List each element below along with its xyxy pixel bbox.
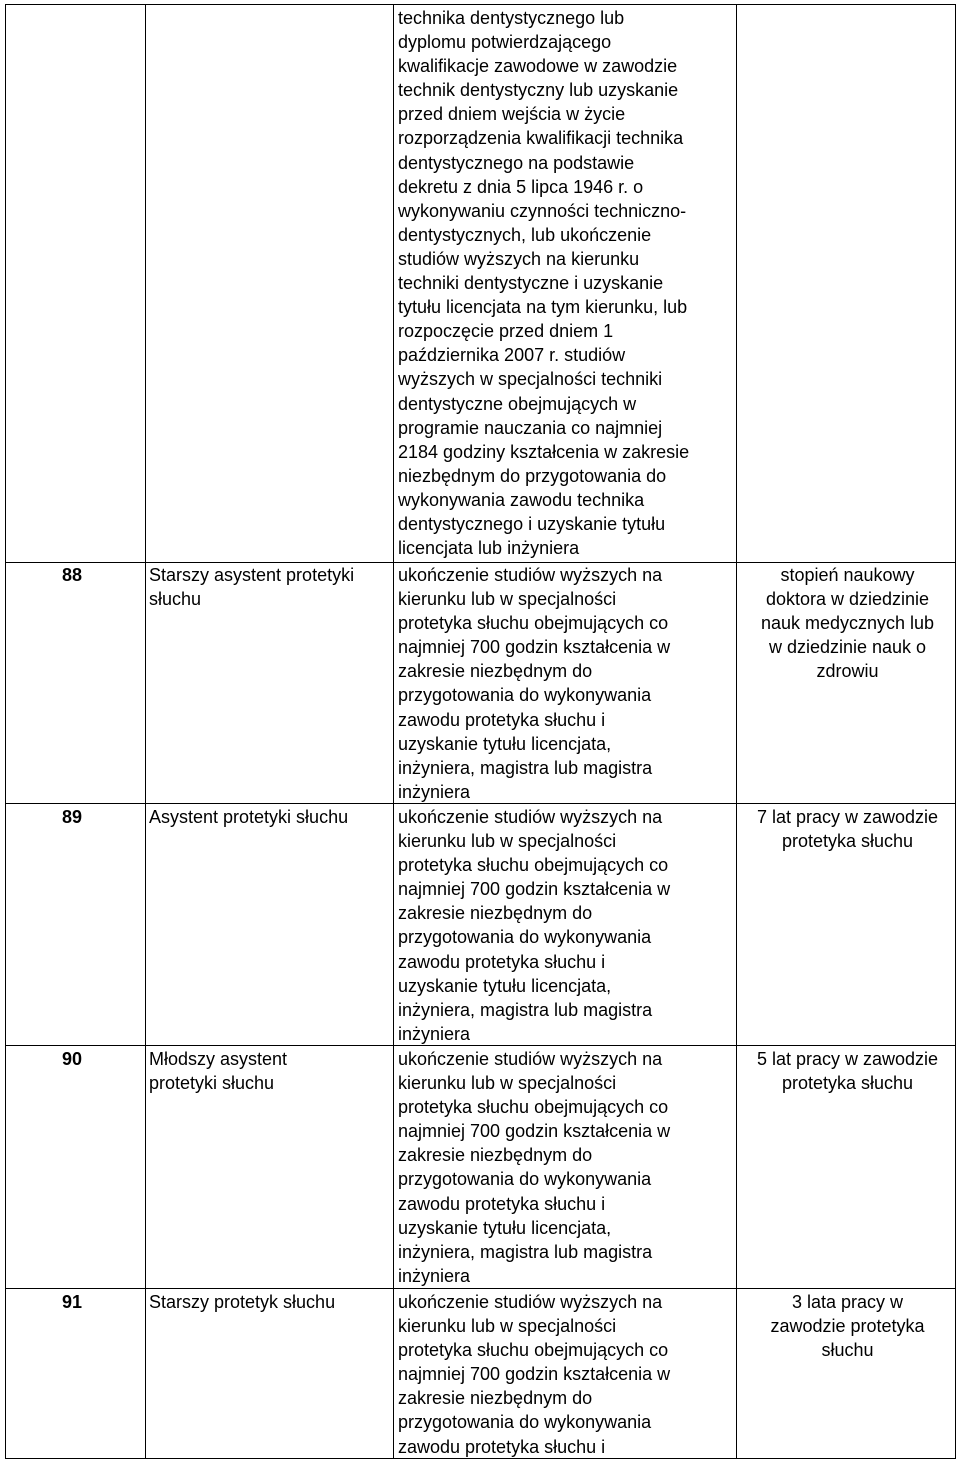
experience-text: 5 lat pracy w zawodzie protetyka słuchu: [756, 1049, 939, 1094]
requirements-text: ukończenie studiów wyższych na kierunku lub w specjalności protetyka słuchu obejmujących co najmniej 700 godzin kształcenia w zakresie niezbędnym do przygotowania do wykonywania zawodu protetyka słuchu i uzyskanie tytułu licencjata, inżyniera, magistra lub magistra inżyniera: [398, 565, 671, 802]
column-divider-title: [393, 4, 394, 1458]
requirements-text: ukończenie studiów wyższych na kierunku lub w specjalności protetyka słuchu obejmujących co najmniej 700 godzin kształcenia w zakresie niezbędnym do przygotowania do wykonywania zawodu protetyka słuchu i uzyskanie tytułu licencjata, inżyniera, magistra lub magistra inżyniera: [398, 1049, 671, 1286]
position-title: Asystent protetyki słuchu: [149, 807, 349, 827]
table-border-left: [5, 4, 6, 1458]
position-title: Starszy asystent protetyki słuchu: [149, 565, 355, 610]
experience-text: stopień naukowy doktora w dziedzinie nauk medycznych lub w dziedzinie nauk o zdrowiu: [760, 565, 935, 682]
row-number: 88: [62, 565, 83, 585]
table-border-right: [955, 4, 956, 1458]
column-divider-requirements: [736, 4, 737, 1458]
experience-text: 7 lat pracy w zawodzie protetyka słuchu: [756, 807, 939, 852]
requirements-text: ukończenie studiów wyższych na kierunku lub w specjalności protetyka słuchu obejmujących co najmniej 700 godzin kształcenia w zakresie niezbędnym do przygotowania do wykonywania zawodu protetyka słuchu i uzyskanie tytułu licencjata, inżyniera, magistra lub magistra inżyniera: [398, 807, 671, 1044]
row-number: 89: [62, 807, 83, 827]
row-number: 91: [62, 1292, 83, 1312]
requirements-text: technika dentystycznego lub dyplomu potwierdzającego kwalifikacje zawodowe w zawodzie technik dentystyczny lub uzyskanie przed dniem wejścia w życie rozporządzenia kwalifikacji technika dentystycznego na podstawie dekretu z dnia 5 lipca 1946 r. o wykonywaniu czynności techniczno- dentystycznych, lub ukończenie studiów wyższych na kierunku techniki dentystyczne i uzyskanie tytułu licencjata na tym kierunku, lub rozpoczęcie przed dniem 1 października 2007 r. studiów wyższych w specjalności techniki dentystyczne obejmujących w programie nauczania co najmniej 2184 godziny kształcenia w zakresie niezbędnym do przygotowania do wykonywania zawodu technika dentystycznego i uzyskanie tytułu licencjata lub inżyniera: [398, 8, 690, 559]
row-number: 90: [62, 1049, 83, 1069]
row-divider-91: [5, 1288, 956, 1289]
requirements-text: ukończenie studiów wyższych na kierunku lub w specjalności protetyka słuchu obejmujących co najmniej 700 godzin kształcenia w zakresie niezbędnym do przygotowania do wykonywania zawodu protetyka słuchu i: [398, 1292, 671, 1457]
table-border-top: [5, 4, 956, 5]
column-divider-number: [145, 4, 146, 1458]
experience-text: 3 lata pracy w zawodzie protetyka słuchu: [770, 1292, 925, 1361]
position-title: Starszy protetyk słuchu: [149, 1292, 336, 1312]
position-title: Młodszy asystent protetyki słuchu: [149, 1049, 288, 1094]
